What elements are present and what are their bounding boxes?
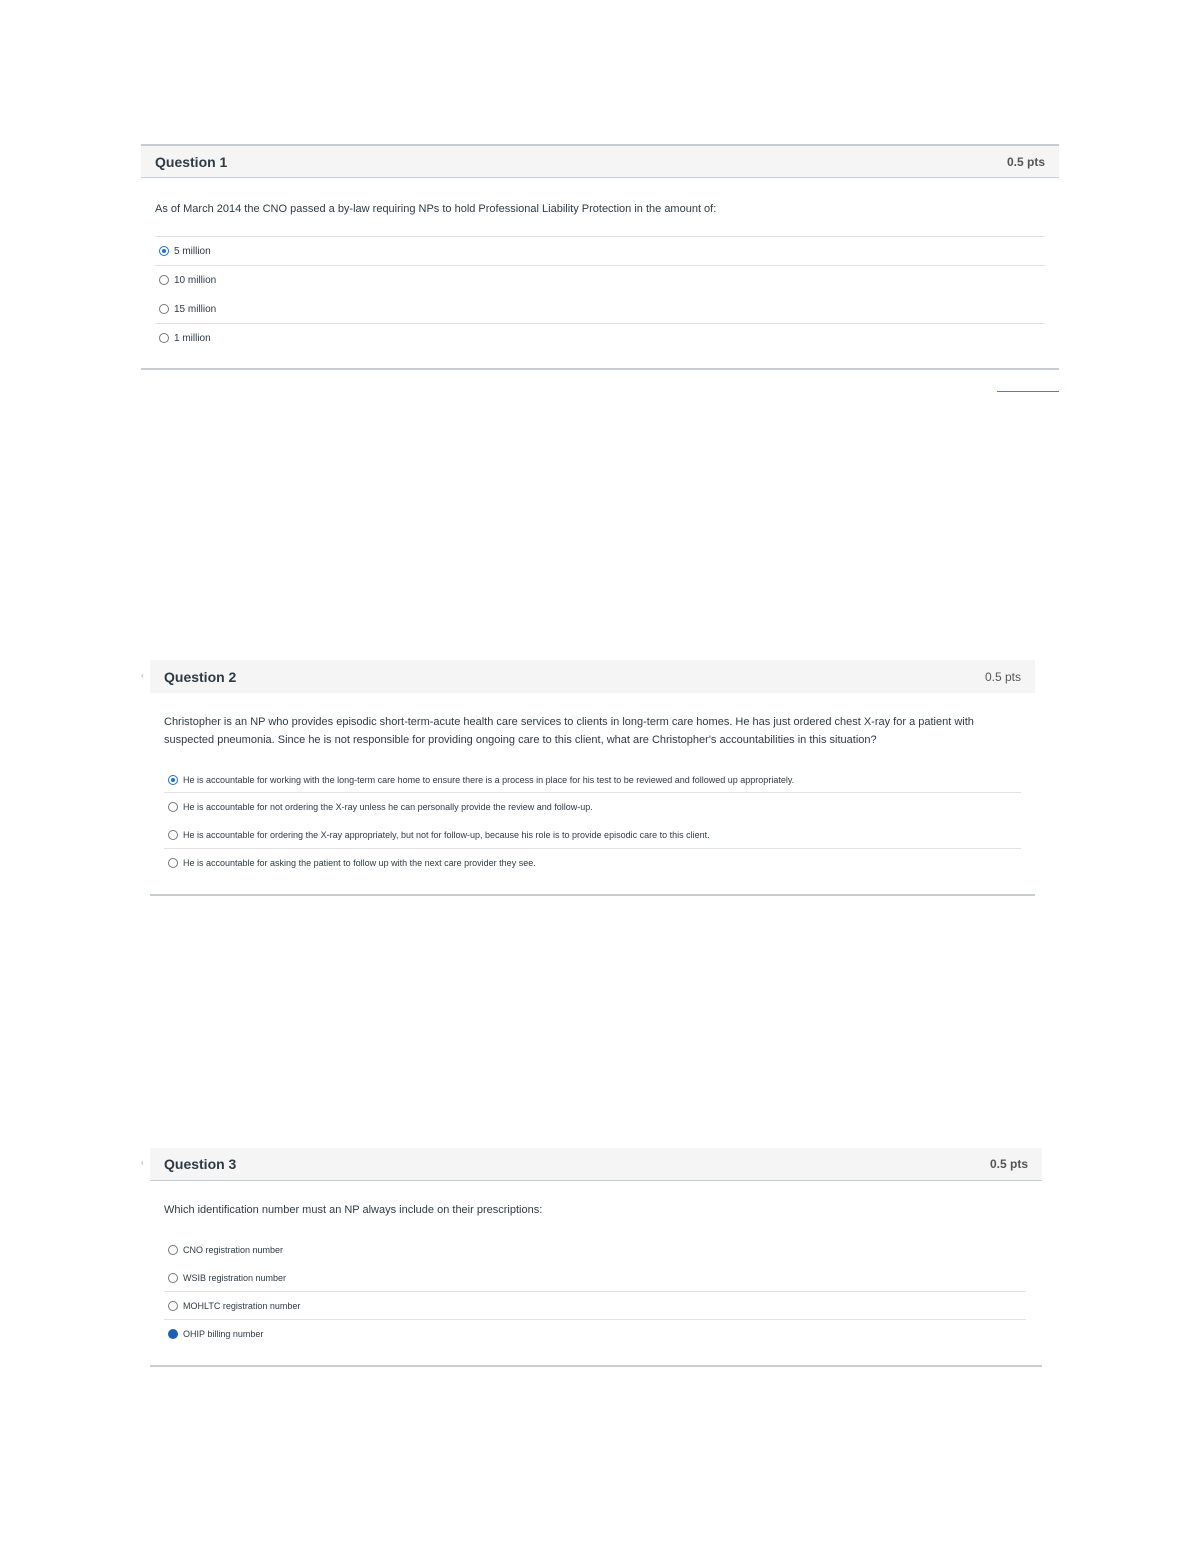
question-header (141, 144, 1059, 178)
answer-label: WSIB registration number (183, 1272, 287, 1283)
divider-link-line (997, 391, 1059, 392)
question-header (150, 660, 1035, 693)
radio-icon[interactable] (168, 1245, 178, 1255)
answer-label: CNO registration number (183, 1244, 284, 1255)
answer-option[interactable] (155, 294, 1045, 323)
side-marker: ‹ (141, 671, 144, 680)
radio-icon[interactable] (168, 1273, 178, 1283)
question-text: Christopher is an NP who provides episodic short-term-acute health care services to clients in long-term care homes. He has just ordered chest X-ray for a patient with suspected pneumonia. Since he is not responsible for providing ongoing care to this client, what are Christopher's accountabilities in this situation? (164, 716, 974, 746)
radio-icon[interactable] (168, 802, 178, 812)
question-title: Question 1 (155, 153, 228, 170)
answer-list (164, 1235, 1026, 1347)
answer-label: 1 million (174, 332, 211, 344)
answer-label: OHIP billing number (183, 1328, 264, 1339)
radio-icon[interactable] (168, 830, 178, 840)
question-points: 0.5 pts (984, 669, 1021, 684)
answer-list (164, 767, 1021, 876)
question-title: Question 2 (164, 668, 237, 685)
answer-label: He is accountable for asking the patient to follow up with the next care provider they see. (183, 857, 536, 868)
side-marker: ‹ (141, 1158, 144, 1167)
answer-option[interactable] (164, 848, 1021, 876)
answer-option[interactable] (155, 265, 1045, 294)
radio-icon[interactable] (159, 333, 169, 343)
answer-label: MOHLTC registration number (183, 1300, 301, 1311)
radio-icon[interactable] (159, 304, 169, 314)
answer-option[interactable] (164, 1263, 1026, 1291)
answer-label: 15 million (174, 303, 217, 315)
answer-option[interactable] (155, 323, 1045, 352)
answer-label: 10 million (174, 274, 217, 286)
question-1 (141, 144, 1059, 370)
answer-option[interactable] (155, 236, 1045, 265)
question-points: 0.5 pts (1006, 154, 1045, 169)
question-2 (150, 660, 1035, 896)
answer-list (155, 236, 1045, 352)
answer-option[interactable] (164, 792, 1021, 820)
radio-icon[interactable] (168, 858, 178, 868)
radio-selected-icon[interactable] (168, 1329, 178, 1339)
question-header (150, 1148, 1042, 1181)
answer-option[interactable] (164, 767, 1021, 792)
question-title: Question 3 (164, 1156, 237, 1172)
radio-selected-icon[interactable] (159, 246, 169, 256)
answer-option[interactable] (164, 820, 1021, 848)
radio-icon[interactable] (168, 1301, 178, 1311)
answer-label: He is accountable for ordering the X-ray appropriately, but not for follow-up, because his role is to provide episodic care to this client. (183, 829, 710, 840)
question-text: As of March 2014 the CNO passed a by-law requiring NPs to hold Professional Liability Protection in the amount of: (155, 203, 717, 215)
answer-option[interactable] (164, 1235, 1026, 1263)
question-text: Which identification number must an NP always include on their prescriptions: (164, 1204, 543, 1216)
answer-option[interactable] (164, 1319, 1026, 1347)
radio-selected-icon[interactable] (168, 775, 178, 785)
radio-icon[interactable] (159, 275, 169, 285)
answer-option[interactable] (164, 1291, 1026, 1319)
answer-label: 5 million (174, 245, 211, 257)
question-3 (150, 1148, 1042, 1367)
question-points: 0.5 pts (989, 1157, 1028, 1171)
answer-label: He is accountable for not ordering the X-ray unless he can personally provide the review and follow-up. (183, 801, 593, 812)
answer-label: He is accountable for working with the long-term care home to ensure there is a process in place for his test to be reviewed and followed up appropriately. (183, 775, 795, 785)
